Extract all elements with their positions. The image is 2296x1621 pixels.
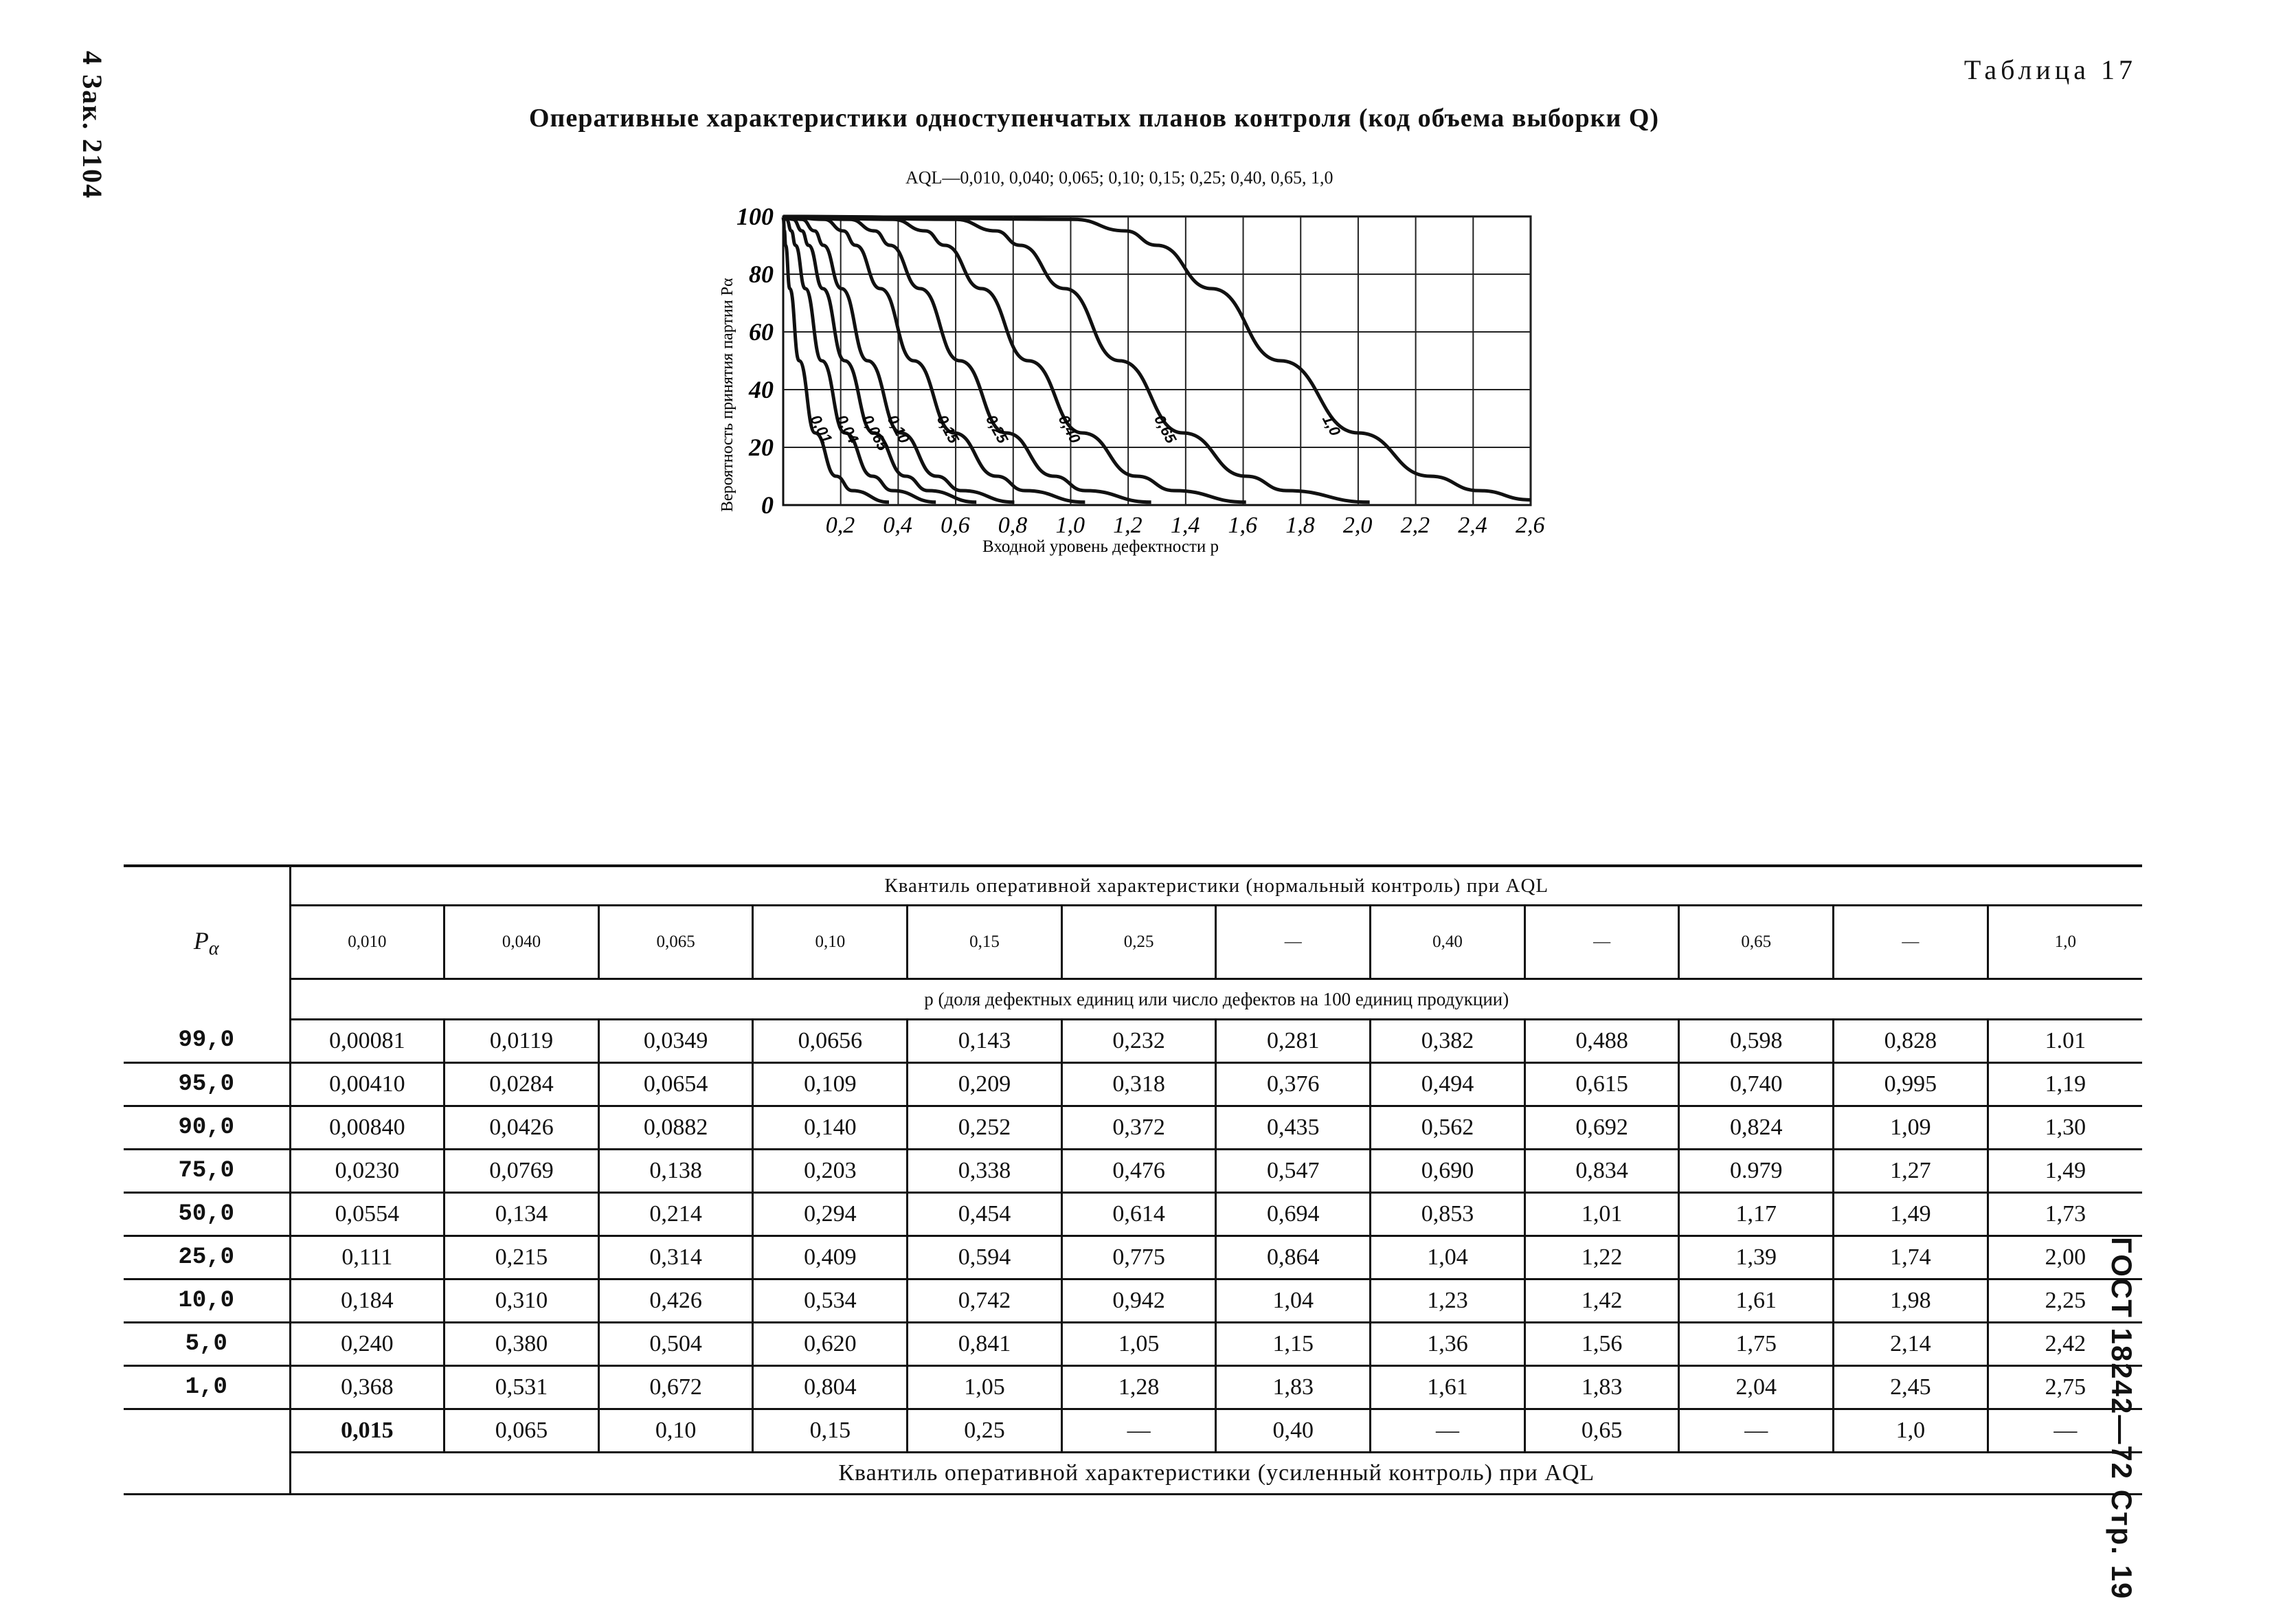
quantile-cell: 0,281 bbox=[1216, 1020, 1371, 1063]
table-row bbox=[124, 1150, 2142, 1193]
quantile-cell: 0,0119 bbox=[444, 1020, 599, 1063]
quantile-cell: 0,534 bbox=[753, 1279, 908, 1323]
quantile-cell: 1,27 bbox=[1834, 1150, 1988, 1193]
quantile-cell: 0,562 bbox=[1371, 1106, 1525, 1150]
quantile-cell: 1,01 bbox=[1524, 1193, 1679, 1236]
caption-row-normal bbox=[124, 866, 2142, 906]
caption-row-tightened bbox=[124, 1453, 2142, 1495]
table-row bbox=[124, 1279, 2142, 1323]
quantile-cell: 0,143 bbox=[908, 1020, 1062, 1063]
quantile-cell: 0,310 bbox=[444, 1279, 599, 1323]
quantile-cell: 1,75 bbox=[1679, 1323, 1834, 1366]
quantile-cell: 0,494 bbox=[1371, 1063, 1525, 1106]
quantile-cell: 0,942 bbox=[1061, 1279, 1216, 1323]
aql-normal-cell: 0,040 bbox=[444, 906, 599, 979]
caption-row-p bbox=[124, 979, 2142, 1020]
quantile-cell: 1,05 bbox=[1061, 1323, 1216, 1366]
quantile-cell: 1,28 bbox=[1061, 1366, 1216, 1409]
oc-curve bbox=[783, 216, 1151, 502]
oc-table bbox=[124, 864, 2142, 1495]
quantile-cell: 0,598 bbox=[1679, 1020, 1834, 1063]
quantile-cell: 0,409 bbox=[753, 1236, 908, 1279]
chart-grid bbox=[783, 216, 1531, 505]
quantile-cell: 1,61 bbox=[1679, 1279, 1834, 1323]
table-number: Таблица 17 bbox=[1963, 54, 2137, 85]
quantile-cell: 0,824 bbox=[1679, 1106, 1834, 1150]
quantile-cell: 0,232 bbox=[1061, 1020, 1216, 1063]
quantile-cell: 0,376 bbox=[1216, 1063, 1371, 1106]
quantile-cell: 0,454 bbox=[908, 1193, 1062, 1236]
quantile-cell: 0,864 bbox=[1216, 1236, 1371, 1279]
quantile-cell: 1,49 bbox=[1988, 1150, 2142, 1193]
quantile-cell: 1,73 bbox=[1988, 1193, 2142, 1236]
quantile-cell: 1,36 bbox=[1371, 1323, 1525, 1366]
margin-note: 4 Зак. 2104 bbox=[77, 51, 108, 200]
oc-curve bbox=[783, 216, 1246, 502]
pa-value: 1,0 bbox=[124, 1366, 290, 1409]
oc-curve bbox=[783, 216, 976, 502]
aql-tightened-cell: — bbox=[1988, 1409, 2142, 1453]
y-tick-label: 20 bbox=[749, 434, 774, 461]
quantile-cell: 0,109 bbox=[753, 1063, 908, 1106]
quantile-cell: 0,620 bbox=[753, 1323, 908, 1366]
table-row bbox=[124, 1193, 2142, 1236]
quantile-cell: 2,14 bbox=[1834, 1323, 1988, 1366]
caption-tightened: Квантиль оперативной характеристики (усиленный контроль) при AQL bbox=[290, 1453, 2142, 1495]
quantile-cell: 1,19 bbox=[1988, 1063, 2142, 1106]
quantile-cell: 0,672 bbox=[598, 1366, 753, 1409]
table-row bbox=[124, 1106, 2142, 1150]
x-tick-label: 0,6 bbox=[941, 513, 970, 538]
quantile-cell: 0,318 bbox=[1061, 1063, 1216, 1106]
aql-tightened-cell: — bbox=[1371, 1409, 1525, 1453]
page-title: Оперативные характеристики одноступенчатых планов контроля (код объема выборки Q) bbox=[529, 104, 1660, 133]
quantile-cell: 0,594 bbox=[908, 1236, 1062, 1279]
aql-tightened-cell: 0,015 bbox=[290, 1409, 444, 1453]
quantile-cell: 0,426 bbox=[598, 1279, 753, 1323]
quantile-cell: 0,742 bbox=[908, 1279, 1062, 1323]
quantile-cell: 1,23 bbox=[1371, 1279, 1525, 1323]
x-tick-label: 2,2 bbox=[1400, 513, 1430, 538]
quantile-cell: 0,138 bbox=[598, 1150, 753, 1193]
quantile-cell: 0,690 bbox=[1371, 1150, 1525, 1193]
quantile-cell: 0,853 bbox=[1371, 1193, 1525, 1236]
quantile-cell: 2,25 bbox=[1988, 1279, 2142, 1323]
quantile-cell: 1,83 bbox=[1524, 1366, 1679, 1409]
quantile-cell: 1,04 bbox=[1216, 1279, 1371, 1323]
plot-frame bbox=[783, 216, 1531, 505]
quantile-cell: 0,995 bbox=[1834, 1063, 1988, 1106]
aql-normal-cell: 0,25 bbox=[1061, 906, 1216, 979]
quantile-cell: 0,0656 bbox=[753, 1020, 908, 1063]
pa-value: 5,0 bbox=[124, 1323, 290, 1366]
series-label: 0,04 bbox=[833, 412, 862, 447]
aql-tightened-cell: — bbox=[1679, 1409, 1834, 1453]
aql-tightened-cell: — bbox=[1061, 1409, 1216, 1453]
series-label: 0,15 bbox=[933, 412, 963, 447]
quantile-cell: 0,215 bbox=[444, 1236, 599, 1279]
series-label: 0,25 bbox=[982, 412, 1012, 447]
aql-tightened-cell: 0,25 bbox=[908, 1409, 1062, 1453]
aql-tightened-cell: 0,15 bbox=[753, 1409, 908, 1453]
series-label: 0,01 bbox=[807, 412, 836, 447]
aql-normal-cell: — bbox=[1216, 906, 1371, 979]
quantile-cell: 0,0284 bbox=[444, 1063, 599, 1106]
quantile-cell: 0,209 bbox=[908, 1063, 1062, 1106]
quantile-cell: 0,140 bbox=[753, 1106, 908, 1150]
x-tick-label: 0,8 bbox=[998, 513, 1028, 538]
pa-label: P bbox=[193, 927, 209, 955]
x-tick-label: 1,4 bbox=[1170, 513, 1200, 538]
pa-value: 90,0 bbox=[124, 1106, 290, 1150]
pa-header bbox=[124, 866, 290, 1020]
pa-value: 10,0 bbox=[124, 1279, 290, 1323]
quantile-cell: 0,841 bbox=[908, 1323, 1062, 1366]
quantile-cell: 0,828 bbox=[1834, 1020, 1988, 1063]
series-label: 1,0 bbox=[1319, 412, 1344, 439]
y-tick-label: 100 bbox=[736, 203, 774, 230]
quantile-cell: 2,45 bbox=[1834, 1366, 1988, 1409]
aql-normal-cell: 0,65 bbox=[1679, 906, 1834, 979]
aql-normal-cell: — bbox=[1524, 906, 1679, 979]
quantile-cell: 1,15 bbox=[1216, 1323, 1371, 1366]
quantile-cell: 0,380 bbox=[444, 1323, 599, 1366]
quantile-cell: 1,39 bbox=[1679, 1236, 1834, 1279]
pa-value: 99,0 bbox=[124, 1020, 290, 1063]
quantile-cell: 0,00081 bbox=[290, 1020, 444, 1063]
spacer-cell bbox=[278, 1453, 290, 1495]
quantile-cell: 0,775 bbox=[1061, 1236, 1216, 1279]
quantile-cell: 0,0230 bbox=[290, 1150, 444, 1193]
quantile-cell: 0,0554 bbox=[290, 1193, 444, 1236]
quantile-cell: 1,17 bbox=[1679, 1193, 1834, 1236]
quantile-cell: 0,615 bbox=[1524, 1063, 1679, 1106]
caption-normal: Квантиль оперативной характеристики (нормальный контроль) при AQL bbox=[290, 866, 2142, 906]
x-tick-label: 2,4 bbox=[1458, 513, 1487, 538]
x-tick-label: 1,6 bbox=[1228, 513, 1258, 538]
quantile-cell: 2,04 bbox=[1679, 1366, 1834, 1409]
chart-curves bbox=[783, 216, 1531, 502]
x-tick-label: 1,8 bbox=[1285, 513, 1315, 538]
gost-reference: ГОСТ 18242—72 Стр. 19 bbox=[2106, 1237, 2138, 1600]
quantile-cell: 1,22 bbox=[1524, 1236, 1679, 1279]
table-row bbox=[124, 1063, 2142, 1106]
aql-tightened-cell: 0,065 bbox=[444, 1409, 599, 1453]
quantile-cell: 0,240 bbox=[290, 1323, 444, 1366]
quantile-cell: 1,98 bbox=[1834, 1279, 1988, 1323]
quantile-cell: 0,338 bbox=[908, 1150, 1062, 1193]
aql-normal-cell: 1,0 bbox=[1988, 906, 2142, 979]
quantile-cell: 0,488 bbox=[1524, 1020, 1679, 1063]
x-axis-label: Входной уровень дефектности p bbox=[982, 537, 1219, 556]
aql-tightened-cell: 0,65 bbox=[1524, 1409, 1679, 1453]
x-tick-label: 2,0 bbox=[1342, 513, 1373, 538]
quantile-cell: 0,00410 bbox=[290, 1063, 444, 1106]
aql-normal-cell: 0,065 bbox=[598, 906, 753, 979]
x-tick-label: 0,2 bbox=[825, 513, 855, 538]
quantile-cell: 1,05 bbox=[908, 1366, 1062, 1409]
x-tick-label: 1,2 bbox=[1113, 513, 1143, 538]
quantile-cell: 0,547 bbox=[1216, 1150, 1371, 1193]
aql-normal-cell: 0,10 bbox=[753, 906, 908, 979]
quantile-cell: 0,382 bbox=[1371, 1020, 1525, 1063]
pa-value: 75,0 bbox=[124, 1150, 290, 1193]
table-row bbox=[124, 1366, 2142, 1409]
y-tick-label: 40 bbox=[749, 376, 774, 403]
quantile-cell: 1,42 bbox=[1524, 1279, 1679, 1323]
quantile-cell: 0,203 bbox=[753, 1150, 908, 1193]
quantile-cell: 1.01 bbox=[1988, 1020, 2142, 1063]
pa-value: 25,0 bbox=[124, 1236, 290, 1279]
pa-subscript: α bbox=[208, 938, 219, 960]
quantile-cell: 0,252 bbox=[908, 1106, 1062, 1150]
series-label: 0,40 bbox=[1055, 412, 1084, 447]
quantile-cell: 0,00840 bbox=[290, 1106, 444, 1150]
chart-title: AQL—0,010, 0,040; 0,065; 0,10; 0,15; 0,25; 0,40, 0,65, 1,0 bbox=[905, 168, 1333, 188]
x-tick-label: 0,4 bbox=[883, 513, 912, 538]
oc-chart bbox=[714, 203, 1566, 560]
table-row bbox=[124, 1020, 2142, 1063]
quantile-cell: 0,614 bbox=[1061, 1193, 1216, 1236]
chart-ticks bbox=[736, 203, 1545, 538]
y-tick-label: 80 bbox=[749, 260, 774, 288]
quantile-cell: 0,476 bbox=[1061, 1150, 1216, 1193]
series-label: 0,10 bbox=[883, 412, 913, 447]
y-axis-label: Вероятность принятия партии Pα bbox=[719, 278, 736, 512]
quantile-cell: 0,531 bbox=[444, 1366, 599, 1409]
quantile-cell: 0,314 bbox=[598, 1236, 753, 1279]
quantile-cell: 0,692 bbox=[1524, 1106, 1679, 1150]
caption-p: p (доля дефектных единиц или число дефектов на 100 единиц продукции) bbox=[290, 979, 2142, 1020]
quantile-cell: 0,834 bbox=[1524, 1150, 1679, 1193]
quantile-cell: 1,04 bbox=[1371, 1236, 1525, 1279]
quantile-cell: 0,740 bbox=[1679, 1063, 1834, 1106]
series-label: 0,065 bbox=[859, 412, 892, 454]
quantile-cell: 0,111 bbox=[290, 1236, 444, 1279]
quantile-cell: 0,0426 bbox=[444, 1106, 599, 1150]
table-row bbox=[124, 1323, 2142, 1366]
quantile-cell: 1,56 bbox=[1524, 1323, 1679, 1366]
quantile-cell: 0,0882 bbox=[598, 1106, 753, 1150]
aql-tightened-cell: 1,0 bbox=[1834, 1409, 1988, 1453]
x-tick-label: 1,0 bbox=[1055, 513, 1085, 538]
pa-value: 50,0 bbox=[124, 1193, 290, 1236]
quantile-cell: 1,30 bbox=[1988, 1106, 2142, 1150]
y-tick-label: 60 bbox=[749, 318, 774, 346]
quantile-cell: 0,294 bbox=[753, 1193, 908, 1236]
aql-tightened-cell: 0,40 bbox=[1216, 1409, 1371, 1453]
spacer-cell bbox=[124, 1453, 278, 1495]
quantile-cell: 1,09 bbox=[1834, 1106, 1988, 1150]
quantile-cell: 0,694 bbox=[1216, 1193, 1371, 1236]
quantile-cell: 0,0654 bbox=[598, 1063, 753, 1106]
aql-normal-cell: 0,40 bbox=[1371, 906, 1525, 979]
pa-value: 95,0 bbox=[124, 1063, 290, 1106]
quantile-cell: 0,368 bbox=[290, 1366, 444, 1409]
quantile-cell: 2,00 bbox=[1988, 1236, 2142, 1279]
aql-normal-cell: 0,15 bbox=[908, 906, 1062, 979]
quantile-cell: 0,214 bbox=[598, 1193, 753, 1236]
quantile-cell: 0,0769 bbox=[444, 1150, 599, 1193]
quantile-cell: 1,61 bbox=[1371, 1366, 1525, 1409]
quantile-cell: 1,74 bbox=[1834, 1236, 1988, 1279]
quantile-cell: 2,75 bbox=[1988, 1366, 2142, 1409]
y-tick-label: 0 bbox=[761, 491, 774, 519]
x-tick-label: 2,6 bbox=[1516, 513, 1545, 538]
quantile-cell: 1,83 bbox=[1216, 1366, 1371, 1409]
spacer-cell bbox=[278, 1409, 290, 1453]
aql-tightened-row bbox=[124, 1409, 2142, 1453]
aql-normal-cell: 0,010 bbox=[290, 906, 444, 979]
quantile-cell: 0,504 bbox=[598, 1323, 753, 1366]
aql-tightened-cell: 0,10 bbox=[598, 1409, 753, 1453]
spacer-cell bbox=[124, 1409, 278, 1453]
quantile-cell: 0,804 bbox=[753, 1366, 908, 1409]
quantile-cell: 0,0349 bbox=[598, 1020, 753, 1063]
quantile-cell: 0,184 bbox=[290, 1279, 444, 1323]
table-row bbox=[124, 1236, 2142, 1279]
aql-normal-cell: — bbox=[1834, 906, 1988, 979]
series-label: 0,65 bbox=[1151, 412, 1180, 447]
quantile-cell: 0,134 bbox=[444, 1193, 599, 1236]
quantile-cell: 0.979 bbox=[1679, 1150, 1834, 1193]
quantile-cell: 0,372 bbox=[1061, 1106, 1216, 1150]
aql-normal-row bbox=[124, 906, 2142, 979]
oc-curve bbox=[783, 216, 1531, 500]
quantile-cell: 2,42 bbox=[1988, 1323, 2142, 1366]
quantile-cell: 0,435 bbox=[1216, 1106, 1371, 1150]
quantile-cell: 1,49 bbox=[1834, 1193, 1988, 1236]
